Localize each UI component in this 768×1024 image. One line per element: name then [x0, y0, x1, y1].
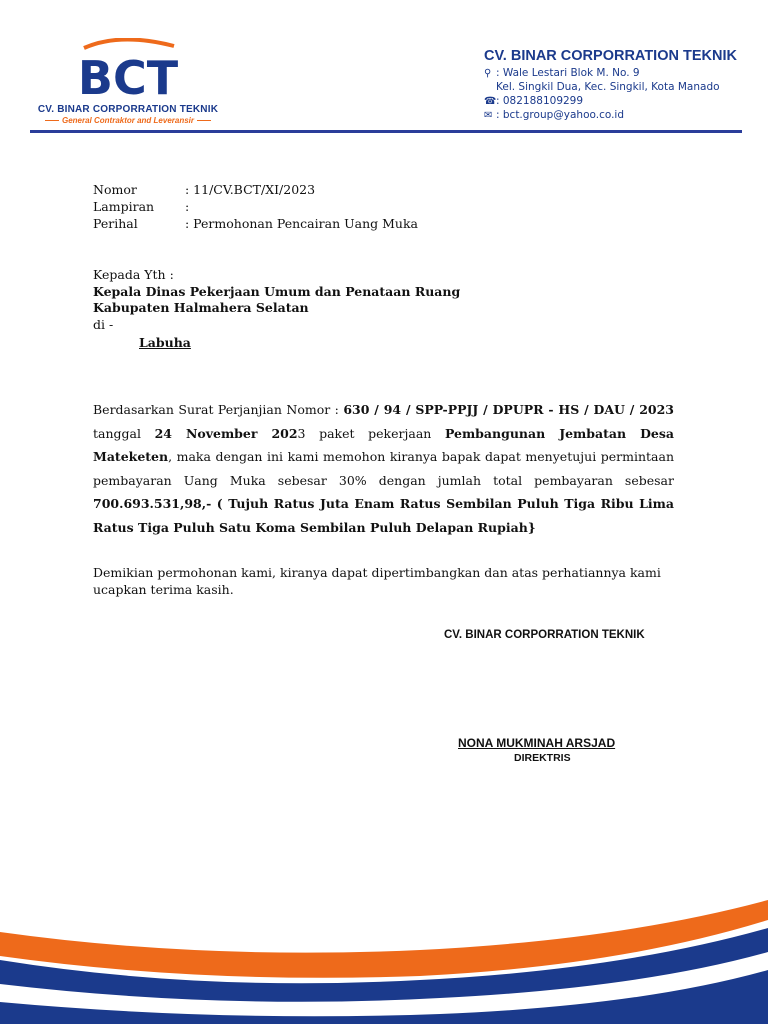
phone-icon: ☎ [484, 96, 497, 107]
project-name: Pembangunan Jembatan Desa Mateketen [93, 425, 675, 464]
recipient-greeting: Kepada Yth : [93, 267, 174, 282]
bct-logo-mark [70, 38, 188, 102]
phone-line [484, 95, 583, 107]
payment-amount: 700.693.531,98,- ( Tujuh Ratus Juta Enam Ratus Sembilan Puluh Tiga Ribu Lima Ratus Tiga Puluh Satu Koma Sembilan Puluh Delapan Rupiah} [93, 496, 674, 535]
header-divider [30, 130, 742, 133]
phone-text: : 082188109299 [496, 95, 584, 107]
address-line-2: Kel. Singkil Dua, Kec. Singkil, Kota Manado [496, 81, 720, 93]
meta-perihal [93, 216, 418, 231]
address-line-1 [484, 67, 640, 79]
meta-lampiran [93, 199, 189, 214]
email-line [484, 109, 624, 121]
p1-text-d: , maka dengan ini kami memohon kiranya bapak dapat menyetujui permintaan pembayaran Uang Muka sebesar 30% dengan jumlah total pembayaran sebesar [93, 449, 674, 488]
signatory-title: DIREKTRIS [514, 752, 571, 764]
recipient-line-1: Kepala Dinas Pekerjaan Umum dan Penataan Ruang [93, 284, 461, 299]
logo-company-name: CV. BINAR CORPORRATION TEKNIK [37, 104, 219, 115]
lampiran-value: : [185, 199, 190, 214]
signature-company: CV. BINAR CORPORRATION TEKNIK [444, 629, 645, 641]
footer-wave-decoration [0, 880, 768, 1024]
contract-number: 630 / 94 / SPP-PPJJ / DPUPR - HS / DAU / 2023 [343, 402, 674, 417]
signatory-name: NONA MUKMINAH ARSJAD [458, 736, 616, 750]
mail-icon: ✉ [484, 110, 493, 121]
logo-text: BCT [77, 51, 179, 102]
body-paragraph-2: Demikian permohonan kami, kiranya dapat dipertimbangkan dan atas perhatiannya kami ucapkan terima kasih. [93, 565, 661, 597]
perihal-label: Perihal [93, 216, 138, 231]
location-pin-icon: ⚲ [484, 68, 492, 79]
meta-nomor [93, 182, 315, 197]
recipient-place: Labuha [139, 335, 191, 350]
p1-text-c: 3 paket pekerjaan [297, 425, 445, 441]
logo-tagline: General Contraktor and Leveransir [28, 116, 228, 125]
lampiran-label: Lampiran [93, 199, 155, 214]
contract-date: 24 November 202 [154, 425, 298, 441]
company-logo [28, 38, 228, 128]
nomor-value: : 11/CV.BCT/XI/2023 [185, 182, 316, 197]
recipient-di: di - [93, 317, 114, 332]
perihal-value: : Permohonan Pencairan Uang Muka [185, 216, 418, 231]
body-paragraph-1 [93, 398, 674, 539]
email-text: : bct.group@yahoo.co.id [496, 109, 624, 121]
address-text-1: : Wale Lestari Blok M. No. 9 [496, 67, 640, 79]
nomor-label: Nomor [93, 182, 137, 197]
p1-text-a: Berdasarkan Surat Perjanjian Nomor : [93, 402, 344, 417]
company-name: CV. BINAR CORPORRATION TEKNIK [484, 48, 737, 64]
p1-text-b: tanggal [93, 425, 155, 441]
recipient-line-2: Kabupaten Halmahera Selatan [93, 300, 309, 315]
